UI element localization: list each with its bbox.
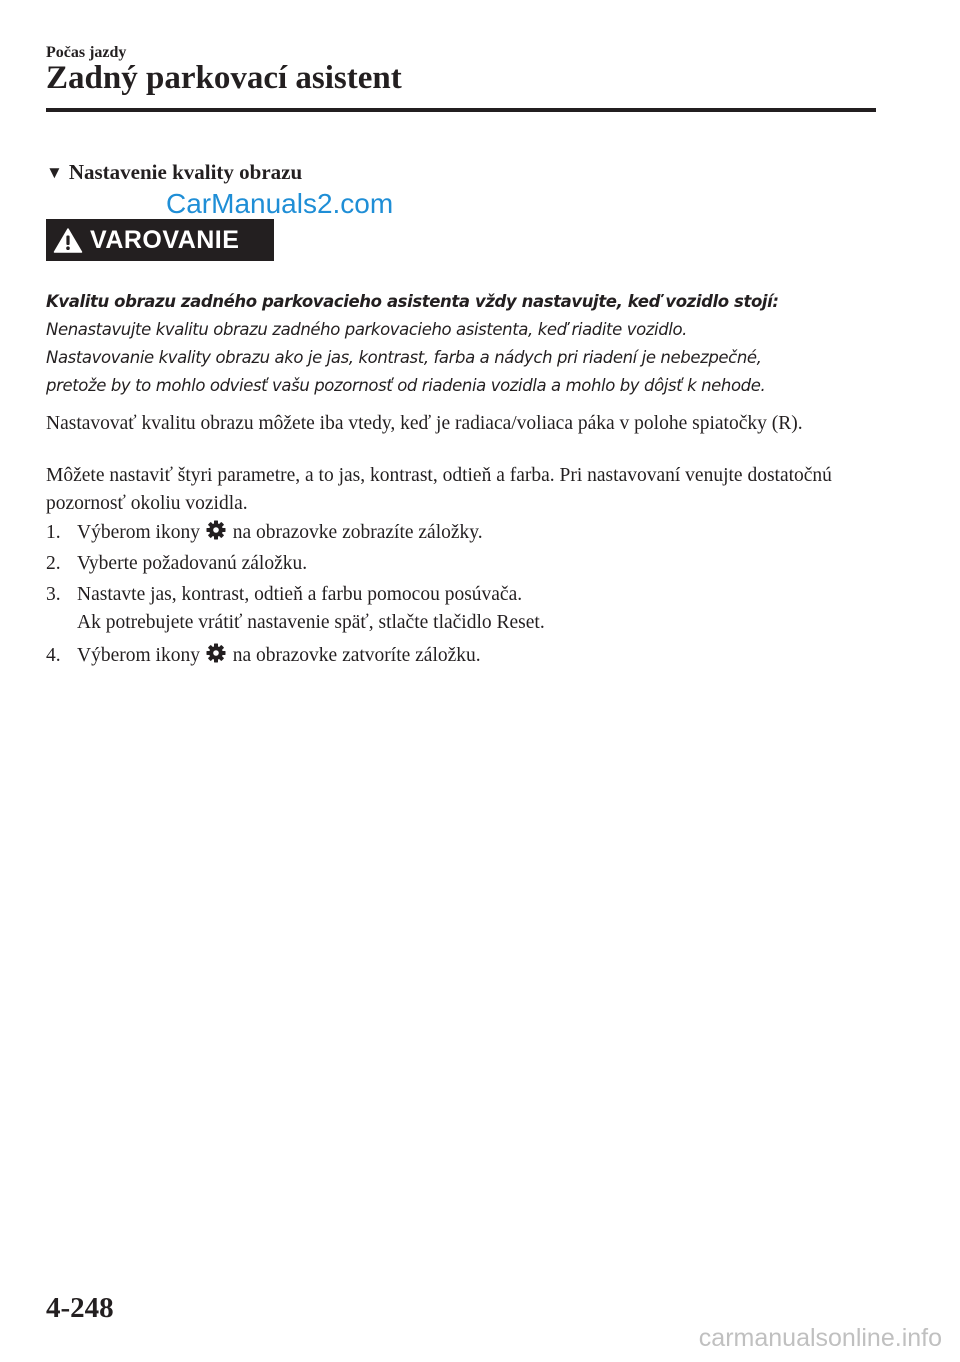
warning-line: Nastavovanie kvality obrazu ako je jas, kontrast, farba a nádych pri riadení je nebezpečné,	[46, 348, 762, 367]
steps-list	[46, 519, 886, 669]
step-item	[46, 550, 886, 577]
step-note: Ak potrebujete vrátiť nastavenie späť, stlačte tlačidlo Reset.	[77, 612, 545, 633]
step-text: na obrazovke zatvoríte záložku.	[232, 645, 481, 666]
gear-icon	[206, 643, 226, 663]
subheading	[46, 160, 302, 185]
watermark-top[interactable]: CarManuals2.com	[166, 188, 394, 219]
warning-line: Nenastavujte kvalitu obrazu zadného parkovacieho asistenta, keď riadite vozidlo.	[46, 320, 688, 339]
section-label: Počas jazdy	[46, 44, 127, 61]
warning-triangle-icon	[46, 219, 90, 261]
step-text: Nastavte jas, kontrast, odtieň a farbu pomocou posúvača.	[77, 584, 523, 605]
title-rule	[46, 108, 876, 112]
step-item	[46, 581, 886, 608]
step-text: Výberom ikony	[77, 522, 200, 543]
warning-text	[46, 288, 886, 400]
step-item	[46, 642, 886, 669]
paragraph-reverse-gear: Nastavovať kvalitu obrazu môžete iba vtedy, keď je radiaca/voliaca páka v polohe spiatočky (R).	[46, 413, 803, 434]
step-number: 3.	[46, 584, 61, 605]
step-text: Vyberte požadovanú záložku.	[77, 553, 308, 574]
step-text: Výberom ikony	[77, 645, 200, 666]
triangle-marker-icon: ▼	[46, 163, 63, 182]
step-number: 2.	[46, 553, 61, 574]
warning-banner	[46, 219, 274, 261]
warning-line: Kvalitu obrazu zadného parkovacieho asistenta vždy nastavujte, keď vozidlo stojí:	[46, 292, 779, 311]
page-number: 4-248	[46, 1292, 114, 1324]
step-item	[46, 519, 886, 546]
step-text: na obrazovke zobrazíte záložky.	[232, 522, 483, 543]
subheading-text: Nastavenie kvality obrazu	[68, 160, 303, 184]
gear-icon	[206, 520, 226, 540]
warning-line: pretože by to mohlo odviesť vašu pozornosť od riadenia vozidla a mohlo by dôjsť k nehode.	[46, 376, 766, 395]
warning-label: VAROVANIE	[90, 225, 240, 254]
step-number: 4.	[46, 645, 61, 666]
step-number: 1.	[46, 522, 61, 543]
page-title: Zadný parkovací asistent	[46, 60, 402, 96]
paragraph-parameters: Môžete nastaviť štyri parametre, a to jas, kontrast, odtieň a farba. Pri nastavovaní venujte dostatočnú pozornosť okoliu vozidla.	[46, 465, 832, 514]
watermark-bottom[interactable]: carmanualsonline.info	[698, 1324, 942, 1352]
